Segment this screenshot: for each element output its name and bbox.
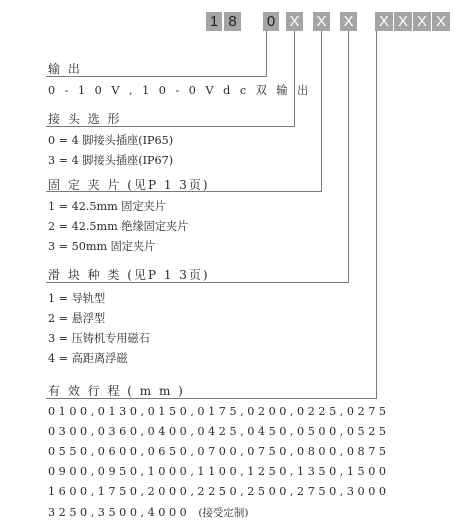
section-heading-connector: 接 头 选 形 — [48, 112, 122, 126]
code-digit: 8 — [224, 12, 241, 31]
section-heading-output: 输 出 — [48, 62, 82, 76]
option-row: 0 - 1 0 V , 1 0 - 0 V d c 双 输 出 — [48, 84, 312, 97]
option-row: 3 = 4 脚接头插座(IP67) — [48, 154, 174, 167]
option-row: 0 = 4 脚接头插座(IP65) — [48, 134, 174, 147]
stroke-values-row: 0 1 0 0 , 0 1 3 0 , 0 1 5 0 , 0 1 7 5 , 0 2 0 0 , 0 2 2 5 , 0 2 7 5 — [48, 405, 386, 418]
stroke-values-row: 0 5 5 0 , 0 6 0 0 , 0 6 5 0 , 0 7 0 0 , 0 7 5 0 , 0 8 0 0 , 0 8 7 5 — [48, 445, 386, 458]
code-digit: 1 — [206, 12, 222, 31]
option-row: 3 = 50mm 固定夹片 — [48, 240, 156, 253]
code-placeholder: X — [313, 12, 330, 31]
option-row: 2 = 42.5mm 绝缘固定夹片 — [48, 220, 189, 233]
stroke-values: 3 2 5 0 , 3 5 0 0 , 4 0 0 0 — [48, 506, 187, 519]
code-placeholder: X — [340, 12, 357, 31]
option-row: 4 = 高距离浮磁 — [48, 352, 128, 365]
code-digit: 0 — [263, 12, 279, 31]
section-heading-slider: 滑 块 种 类 (见P 1 3页) — [48, 268, 210, 282]
code-placeholder: X — [394, 12, 412, 31]
code-placeholder: X — [413, 12, 431, 31]
code-placeholder: X — [432, 12, 450, 31]
option-row: 2 = 悬浮型 — [48, 312, 106, 325]
section-heading-clamp: 固 定 夹 片 (见P 1 3页) — [48, 178, 210, 192]
stroke-values-row — [48, 505, 249, 520]
option-row: 3 = 压铸机专用磁石 — [48, 332, 150, 345]
code-placeholder: X — [286, 12, 303, 31]
stroke-values-row: 1 6 0 0 , 1 7 5 0 , 2 0 0 0 , 2 2 5 0 , 2 5 0 0 , 2 7 5 0 , 3 0 0 0 — [48, 485, 386, 498]
option-row: 1 = 42.5mm 固定夹片 — [48, 200, 167, 213]
option-row: 1 = 导轨型 — [48, 292, 106, 305]
connector-line — [321, 31, 322, 192]
stroke-values-row: 0 9 0 0 , 0 9 5 0 , 1 0 0 0 , 1 1 0 0 , 1 2 5 0 , 1 3 5 0 , 1 5 0 0 — [48, 465, 386, 478]
connector-line — [266, 31, 267, 77]
connector-line — [348, 31, 349, 283]
section-heading-stroke: 有 效 行 程 ( m m ) — [48, 384, 185, 398]
connector-line — [294, 31, 295, 127]
stroke-values-row: 0 3 0 0 , 0 3 6 0 , 0 4 0 0 , 0 4 2 5 , 0 4 5 0 , 0 5 0 0 , 0 5 2 5 — [48, 425, 386, 438]
code-placeholder: X — [375, 12, 393, 31]
custom-note: (接受定制) — [198, 507, 249, 519]
connector-line — [376, 31, 377, 399]
